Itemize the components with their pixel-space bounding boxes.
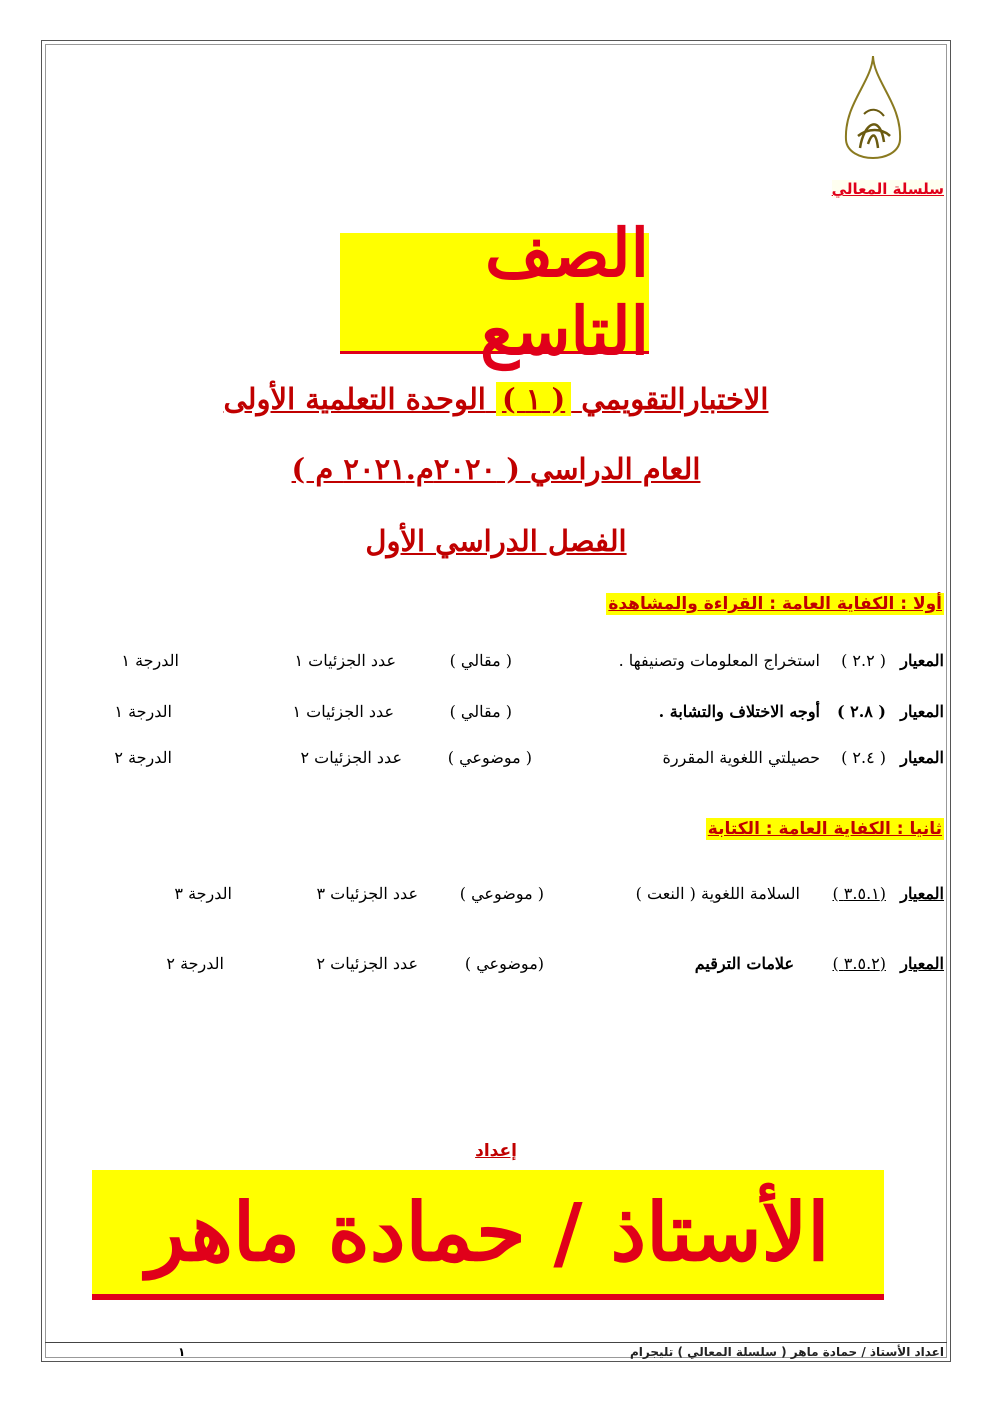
criterion-parts: عدد الجزئيات ٣: [316, 884, 418, 903]
criterion-score: الدرجة ٢: [166, 954, 224, 973]
criterion-parts: عدد الجزئيات ١: [294, 651, 396, 670]
calligraphy-logo: [828, 52, 918, 177]
criterion-parts: عدد الجزئيات ٢: [316, 954, 418, 973]
criterion-label: المعيار: [900, 954, 944, 973]
test-title-suffix: الوحدة التعلمية الأولى: [223, 382, 486, 416]
test-title-prefix: الاختبارالتقويمي: [581, 382, 769, 416]
criterion-description: السلامة اللغوية ( النعت ): [635, 884, 800, 903]
series-label: سلسلة المعالي: [831, 180, 944, 198]
author-name: الأستاذ / حمادة ماهر: [146, 1185, 830, 1279]
test-title: [0, 382, 992, 416]
criterion-score: الدرجة ٣: [174, 884, 232, 903]
grade-banner: [340, 214, 649, 370]
competency-2-heading: ثانيا : الكفاية العامة : الكتابة: [707, 819, 942, 839]
criterion-description: علامات الترقيم: [694, 954, 794, 973]
criterion-row: [84, 748, 944, 774]
criterion-label: المعيار: [900, 702, 944, 721]
criterion-description: استخراج المعلومات وتصنيفها .: [618, 651, 820, 670]
criterion-row: [84, 651, 944, 677]
criterion-description: حصيلتي اللغوية المقررة: [662, 748, 820, 767]
criterion-type: (موضوعي ): [464, 954, 544, 973]
footer-text: اعداد الأستاذ / حمادة ماهر ( سلسلة المعالي ) تليجرام: [629, 1345, 944, 1359]
criterion-type: ( مقالي ): [449, 702, 512, 721]
criterion-description: أوجه الاختلاف والتشابة .: [658, 702, 820, 721]
criterion-score: الدرجة ١: [114, 702, 172, 721]
test-number: ( ١ ): [496, 382, 571, 416]
criterion-row: [84, 884, 944, 910]
criterion-parts: عدد الجزئيات ١: [292, 702, 394, 721]
criterion-parts: عدد الجزئيات ٢: [300, 748, 402, 767]
page-number: ١: [178, 1345, 186, 1359]
criterion-type: ( موضوعي ): [459, 884, 544, 903]
criterion-row: [84, 702, 944, 728]
criterion-code: (٣.٥.٢ ): [832, 954, 886, 973]
criterion-row: [84, 954, 944, 980]
author-label: إعداد: [475, 1141, 517, 1161]
criterion-code: (٣.٥.١ ): [832, 884, 886, 903]
grade-title: الصف التاسع: [480, 214, 649, 370]
academic-year: العام الدراسي ( ٢٠٢٠م.٢٠٢١ م ): [291, 452, 701, 486]
criterion-label: المعيار: [900, 651, 944, 670]
author-banner: [92, 1170, 884, 1300]
criterion-label: المعيار: [900, 748, 944, 767]
footer-divider: [45, 1342, 947, 1343]
criterion-label: المعيار: [900, 884, 944, 903]
criterion-code: ( ٢.٤ ): [841, 748, 886, 767]
semester: الفصل الدراسي الأول: [365, 524, 627, 558]
criterion-type: ( مقالي ): [449, 651, 512, 670]
competency-1-heading: أولا : الكفاية العامة : القراءة والمشاهدة: [608, 594, 942, 614]
criterion-score: الدرجة ١: [121, 651, 179, 670]
criterion-score: الدرجة ٢: [114, 748, 172, 767]
criterion-code: ( ٢.٢ ): [841, 651, 886, 670]
criterion-type: ( موضوعي ): [447, 748, 532, 767]
criterion-code: ( ٢.٨ ): [836, 702, 886, 721]
